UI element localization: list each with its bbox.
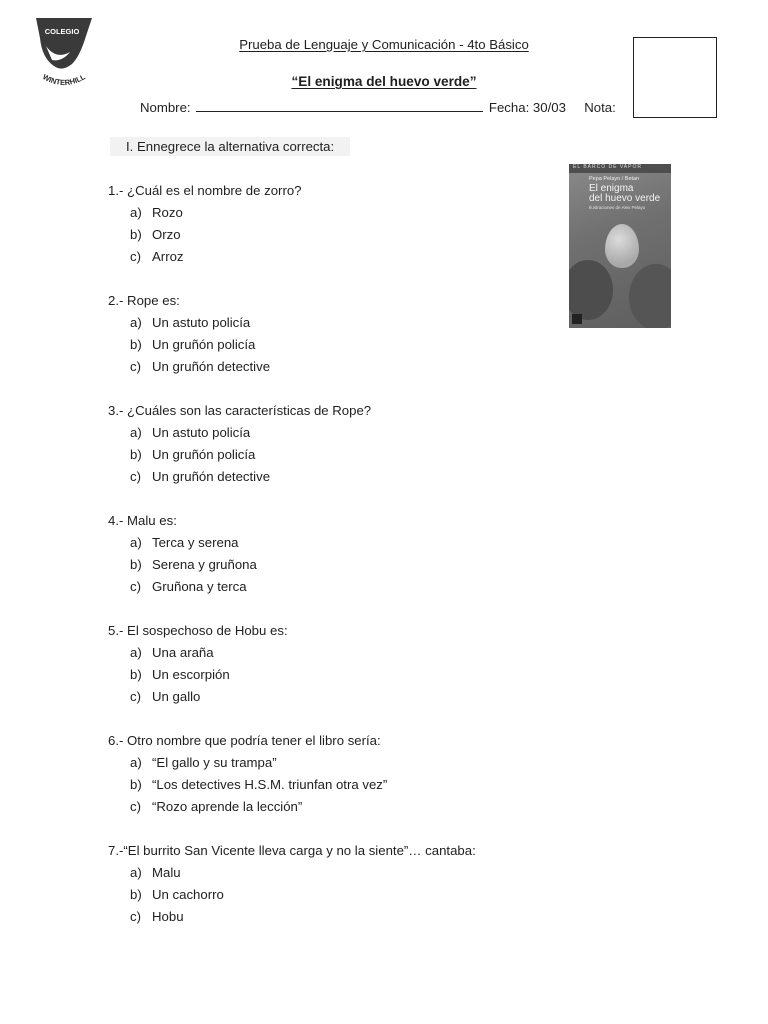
subject-title: Prueba de Lenguaje y Comunicación - 4to Básico <box>239 37 529 52</box>
option-text: Una araña <box>152 645 214 660</box>
answer-option[interactable] <box>108 642 568 664</box>
answer-option[interactable] <box>108 532 568 554</box>
option-letter: c) <box>130 359 141 374</box>
answer-option[interactable] <box>108 444 568 466</box>
name-field[interactable] <box>196 100 483 112</box>
option-letter: c) <box>130 579 141 594</box>
option-text: Gruñona y terca <box>152 579 247 594</box>
question-2 <box>108 290 568 378</box>
date-label: Fecha: 30/03 <box>488 100 566 115</box>
cover-illustrator: Ilustraciones de Alex Pelayo <box>589 205 646 210</box>
option-letter: c) <box>130 689 141 704</box>
question-text: 5.- El sospechoso de Hobu es: <box>108 623 288 638</box>
option-text: Un gruñón detective <box>152 359 271 374</box>
option-letter: a) <box>130 315 142 330</box>
option-letter: b) <box>130 557 142 572</box>
answer-option[interactable] <box>108 862 568 884</box>
option-text: Un gruñón policía <box>152 337 256 352</box>
option-text: Orzo <box>152 227 181 242</box>
question-5 <box>108 620 568 708</box>
answer-option[interactable] <box>108 356 568 378</box>
answer-option[interactable] <box>108 752 568 774</box>
instruction: I. Ennegrece la alternativa correcta: <box>110 137 350 156</box>
option-text: Un cachorro <box>152 887 224 902</box>
egg-illustration <box>605 224 639 268</box>
option-letter: b) <box>130 227 142 242</box>
question-1 <box>108 180 568 268</box>
option-text: Malu <box>152 865 181 880</box>
grade-label: Nota: <box>584 100 616 115</box>
option-text: Un gruñón policía <box>152 447 256 462</box>
answer-option[interactable] <box>108 224 568 246</box>
option-text: “El gallo y su trampa” <box>152 755 277 770</box>
option-letter: a) <box>130 865 142 880</box>
book-cover-image <box>569 164 671 328</box>
option-text: Rozo <box>152 205 183 220</box>
option-text: Un gruñón detective <box>152 469 271 484</box>
option-text: Arroz <box>152 249 184 264</box>
cover-publisher: EL BARCO DE VAPOR <box>573 164 642 170</box>
option-letter: c) <box>130 249 141 264</box>
option-letter: b) <box>130 337 142 352</box>
answer-option[interactable] <box>108 312 568 334</box>
option-letter: b) <box>130 887 142 902</box>
option-text: Un escorpión <box>152 667 230 682</box>
option-text: Un astuto policía <box>152 425 251 440</box>
option-letter: b) <box>130 447 142 462</box>
cover-title: El enigma del huevo verde <box>589 183 661 204</box>
answer-option[interactable] <box>108 774 568 796</box>
question-text: 2.- Rope es: <box>108 293 180 308</box>
option-letter: c) <box>130 909 141 924</box>
option-text: Hobu <box>152 909 184 924</box>
option-letter: c) <box>130 469 141 484</box>
answer-option[interactable] <box>108 202 568 224</box>
option-text: Un gallo <box>152 689 201 704</box>
cover-authors: Pepa Pelayo / Betan <box>589 176 640 182</box>
question-6 <box>108 730 568 818</box>
question-4 <box>108 510 568 598</box>
option-letter: a) <box>130 425 142 440</box>
option-letter: b) <box>130 777 142 792</box>
option-text: Un astuto policía <box>152 315 251 330</box>
question-text: 6.- Otro nombre que podría tener el libro sería: <box>108 733 381 748</box>
question-7 <box>108 840 568 928</box>
answer-option[interactable] <box>108 422 568 444</box>
question-text: 3.- ¿Cuáles son las características de Rope? <box>108 403 372 418</box>
grade-box[interactable] <box>633 37 717 118</box>
student-info-row <box>140 100 616 115</box>
question-text: 1.- ¿Cuál es el nombre de zorro? <box>108 183 302 198</box>
option-text: “Rozo aprende la lección” <box>152 799 303 814</box>
answer-option[interactable] <box>108 796 568 818</box>
answer-option[interactable] <box>108 246 568 268</box>
option-letter: b) <box>130 667 142 682</box>
logo-text-top: COLEGIO <box>44 27 80 36</box>
option-letter: a) <box>130 755 142 770</box>
answer-option[interactable] <box>108 884 568 906</box>
option-text: Serena y gruñona <box>152 557 257 572</box>
publisher-logo-icon <box>572 314 582 324</box>
answer-option[interactable] <box>108 664 568 686</box>
option-letter: a) <box>130 535 142 550</box>
option-text: “Los detectives H.S.M. triunfan otra vez” <box>152 777 388 792</box>
question-3 <box>108 400 568 488</box>
name-label: Nombre: <box>140 100 191 115</box>
option-letter: c) <box>130 799 141 814</box>
answer-option[interactable] <box>108 906 568 928</box>
answer-option[interactable] <box>108 686 568 708</box>
book-title: “El enigma del huevo verde” <box>291 74 477 89</box>
answer-option[interactable] <box>108 466 568 488</box>
option-letter: a) <box>130 645 142 660</box>
question-text: 4.- Malu es: <box>108 513 177 528</box>
answer-option[interactable] <box>108 554 568 576</box>
question-text: 7.-“El burrito San Vicente lleva carga y no la siente”… cantaba: <box>108 843 476 858</box>
answer-option[interactable] <box>108 576 568 598</box>
logo-text-bottom: WINTERHILL <box>41 72 87 88</box>
answer-option[interactable] <box>108 334 568 356</box>
option-letter: a) <box>130 205 142 220</box>
option-text: Terca y serena <box>152 535 239 550</box>
question-list <box>108 180 568 950</box>
